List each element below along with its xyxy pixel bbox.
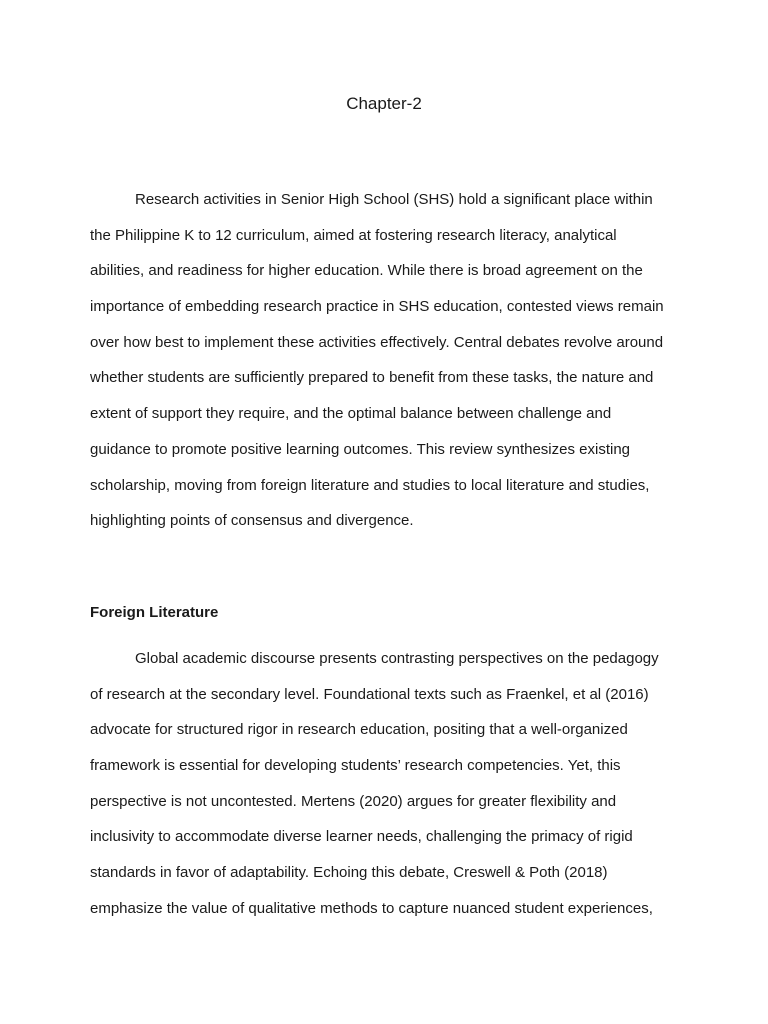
paragraph-line: standards in favor of adaptability. Echoing this debate, Creswell & Poth (2018): [90, 864, 608, 882]
paragraph-line: Global academic discourse presents contrasting perspectives on the pedagogy: [135, 650, 659, 667]
paragraph-line: highlighting points of consensus and divergence.: [90, 512, 414, 530]
foreign-literature-paragraph: [90, 641, 680, 927]
paragraph-line: emphasize the value of qualitative methods to capture nuanced student experiences,: [90, 899, 653, 917]
paragraph-line: Research activities in Senior High School (SHS) hold a significant place within: [135, 191, 653, 208]
paragraph-line: the Philippine K to 12 curriculum, aimed at fostering research literacy, analytical: [90, 226, 617, 244]
paragraph-line: guidance to promote positive learning outcomes. This review synthesizes existing: [90, 440, 630, 458]
paragraph-line: scholarship, moving from foreign literature and studies to local literature and studies,: [90, 476, 650, 494]
paragraph-line: importance of embedding research practice in SHS education, contested views remain: [90, 298, 664, 316]
paragraph-line: inclusivity to accommodate diverse learner needs, challenging the primacy of rigid: [90, 828, 633, 846]
chapter-title: Chapter-2: [346, 94, 422, 113]
paragraph-line: framework is essential for developing students’ research competencies. Yet, this: [90, 757, 621, 775]
section-heading-foreign-literature: Foreign Literature: [90, 604, 219, 621]
paragraph-line: extent of support they require, and the optimal balance between challenge and: [90, 405, 612, 423]
paragraph-line: of research at the secondary level. Foundational texts such as Fraenkel, et al (2016): [90, 685, 649, 703]
paragraph-line: whether students are sufficiently prepared to benefit from these tasks, the nature and: [90, 369, 654, 387]
paragraph-line: abilities, and readiness for higher education. While there is broad agreement on the: [90, 262, 643, 280]
paragraph-line: over how best to implement these activities effectively. Central debates revolve around: [90, 333, 664, 351]
intro-paragraph: [90, 182, 680, 539]
paragraph-line: perspective is not uncontested. Mertens (2020) argues for greater flexibility and: [90, 792, 617, 810]
paragraph-line: advocate for structured rigor in research education, positing that a well-organized: [90, 721, 628, 739]
